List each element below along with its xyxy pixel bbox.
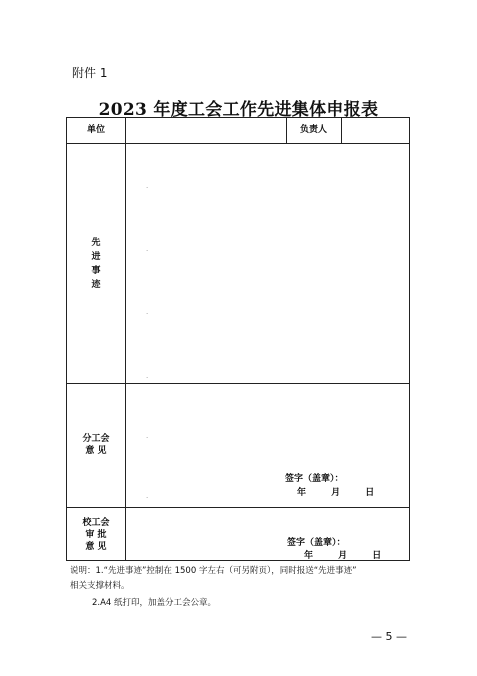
- person-in-charge-label: 负责人: [299, 125, 327, 135]
- paragraph-mark: .: [146, 245, 149, 253]
- branch-opinion-label-line: 分工会: [82, 434, 110, 444]
- school-date: 年 月 日: [304, 551, 382, 561]
- school-signature-label: 签字（盖章）：: [287, 538, 346, 548]
- paragraph-mark: .: [146, 182, 149, 190]
- application-form-table: [66, 117, 410, 561]
- page-title: 2023 年度工会工作先进集体申报表: [98, 100, 379, 120]
- attachment-label: 附件 1: [72, 66, 108, 80]
- column-divider: [125, 118, 126, 560]
- paragraph-mark: .: [146, 372, 149, 380]
- column-divider: [341, 118, 342, 143]
- school-approval-label-line: 意 见: [85, 542, 107, 552]
- unit-label: 单位: [86, 125, 105, 135]
- deeds-label-char: 进: [91, 252, 101, 262]
- note-line-3: 2.A4 纸打印，加盖分工会公章。: [92, 598, 217, 608]
- school-approval-label-line: 审 批: [85, 530, 107, 540]
- deeds-label-char: 迹: [91, 280, 101, 290]
- school-approval-label-line: 校工会: [82, 518, 110, 528]
- deeds-label: [89, 236, 103, 292]
- row-divider: [67, 383, 409, 384]
- note-line-1: 说明：1.“先进事迹”控制在 1500 字左右（可另附页），同时报送“先进事迹”: [70, 566, 357, 576]
- page-number: — 5 —: [371, 630, 407, 643]
- deeds-label-char: 事: [91, 266, 101, 276]
- school-approval-label: [67, 517, 125, 553]
- branch-signature-label: 签字（盖章）：: [285, 474, 344, 484]
- paragraph-mark: .: [146, 308, 149, 316]
- note-line-2: 相关支撑材料。: [70, 581, 130, 591]
- paragraph-mark: .: [146, 432, 149, 440]
- deeds-label-char: 先: [91, 238, 101, 248]
- row-divider: [67, 143, 409, 144]
- row-divider: [67, 507, 409, 508]
- branch-opinion-label: [67, 433, 125, 457]
- paragraph-mark: .: [146, 492, 149, 500]
- branch-opinion-label-line: 意 见: [85, 446, 107, 456]
- branch-date: 年 月 日: [297, 488, 375, 498]
